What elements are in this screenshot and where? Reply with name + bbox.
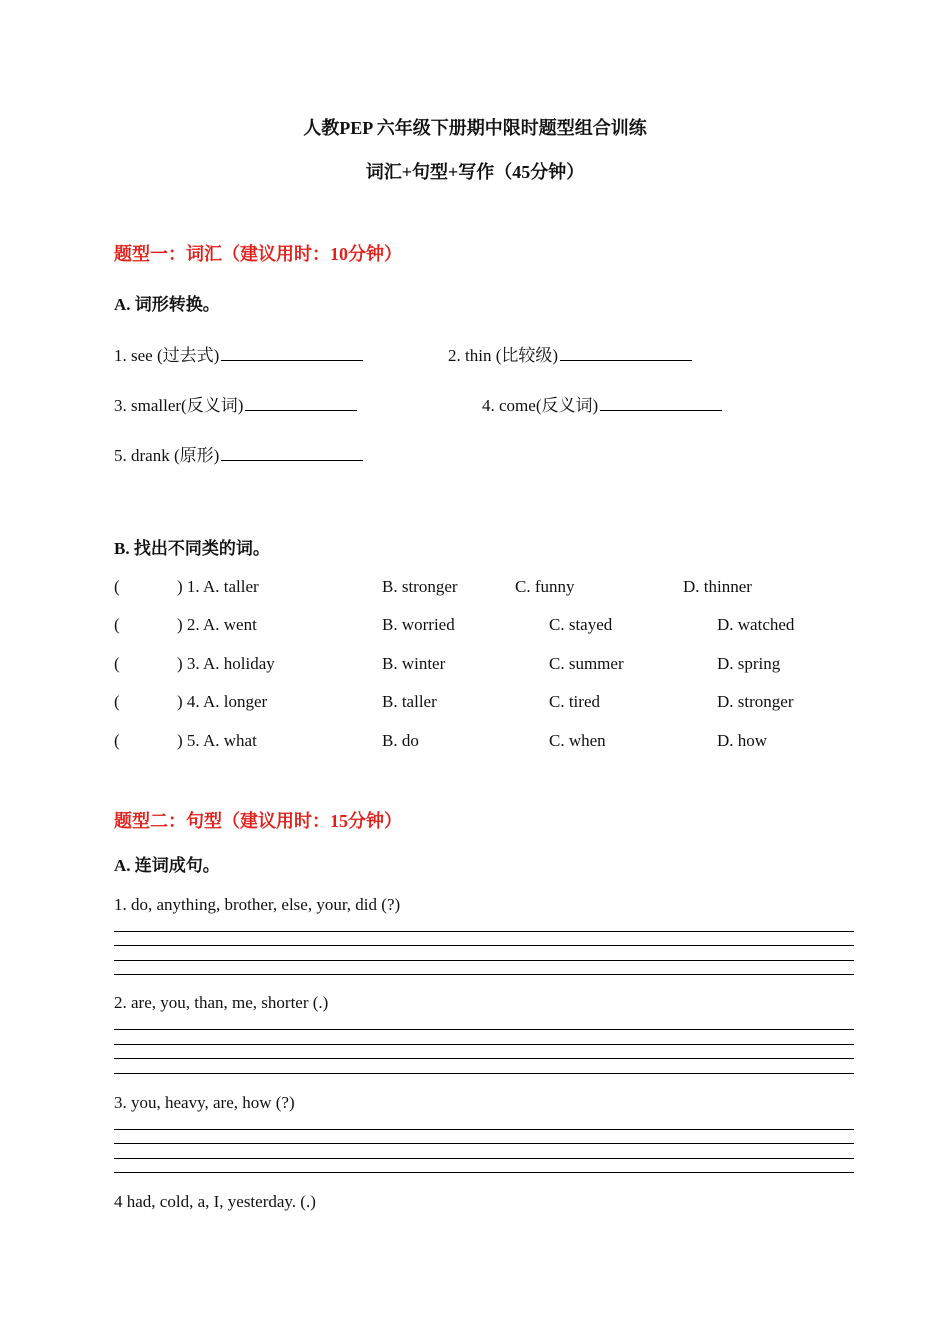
- answer-line: [114, 1058, 854, 1059]
- choice-option-c: C. summer: [549, 654, 624, 673]
- answer-line: [114, 974, 854, 975]
- sentence-item: 3. you, heavy, are, how (?): [114, 1093, 295, 1112]
- item-text: 1. see (过去式): [114, 346, 220, 365]
- choice-paren[interactable]: (: [114, 615, 120, 634]
- choice-option-b: B. stronger: [382, 577, 458, 596]
- choice-option-d: D. watched: [717, 615, 795, 634]
- word-form-item: [482, 391, 722, 416]
- answer-line: [114, 1044, 854, 1045]
- sentence-item: 1. do, anything, brother, else, your, did (?): [114, 895, 401, 914]
- page-subtitle: 词汇+句型+写作（45分钟）: [365, 162, 585, 182]
- answer-line: [114, 1073, 854, 1074]
- item-text: 3. smaller(反义词): [114, 396, 244, 415]
- choice-option-d: D. stronger: [717, 692, 794, 711]
- item-text: 2. thin (比较级): [448, 346, 559, 365]
- word-form-item: [114, 441, 363, 466]
- choice-option-b: B. winter: [382, 654, 446, 673]
- sentence-item: 2. are, you, than, me, shorter (.): [114, 993, 329, 1012]
- item-text: 4. come(反义词): [482, 396, 599, 415]
- part-a-label: A. 词形转换。: [114, 295, 220, 314]
- answer-line: [114, 1172, 854, 1173]
- sentence-item: 4 had, cold, a, I, yesterday. (.): [114, 1192, 316, 1211]
- choice-option-d: D. how: [717, 731, 768, 750]
- choice-paren[interactable]: (: [114, 654, 120, 673]
- choice-option-b: B. worried: [382, 615, 455, 634]
- word-form-item: [114, 391, 357, 416]
- section-heading-sentences: 题型二：句型（建议用时：15分钟）: [114, 811, 402, 831]
- choice-paren[interactable]: (: [114, 692, 120, 711]
- part-a-label: A. 连词成句。: [114, 856, 220, 875]
- choice-option-b: B. do: [382, 731, 419, 750]
- answer-line: [114, 945, 854, 946]
- answer-line: [114, 1158, 854, 1159]
- page-title: 人教PEP 六年级下册期中限时题型组合训练: [303, 118, 647, 138]
- word-form-item: [114, 341, 363, 366]
- answer-line: [114, 960, 854, 961]
- part-b-label: B. 找出不同类的词。: [114, 539, 270, 558]
- choice-option-a: ) 1. A. taller: [177, 577, 259, 596]
- choice-option-c: C. stayed: [549, 615, 613, 634]
- answer-line[interactable]: [114, 1029, 854, 1030]
- choice-option-a: ) 5. A. what: [177, 731, 257, 750]
- choice-option-c: C. tired: [549, 692, 600, 711]
- choice-option-b: B. taller: [382, 692, 437, 711]
- answer-blank[interactable]: [221, 344, 363, 361]
- answer-blank[interactable]: [245, 394, 357, 411]
- choice-option-a: ) 2. A. went: [177, 615, 257, 634]
- item-text: 5. drank (原形): [114, 446, 220, 465]
- answer-line: [114, 1143, 854, 1144]
- word-form-item: [448, 341, 692, 366]
- answer-blank[interactable]: [560, 344, 692, 361]
- answer-blank[interactable]: [600, 394, 722, 411]
- section-heading-vocabulary: 题型一：词汇（建议用时：10分钟）: [114, 244, 402, 264]
- choice-paren[interactable]: (: [114, 577, 120, 596]
- choice-option-d: D. spring: [717, 654, 781, 673]
- choice-paren[interactable]: (: [114, 731, 120, 750]
- answer-blank[interactable]: [221, 444, 363, 461]
- choice-option-a: ) 4. A. longer: [177, 692, 268, 711]
- choice-option-c: C. when: [549, 731, 606, 750]
- choice-option-c: C. funny: [515, 577, 575, 596]
- answer-line[interactable]: [114, 931, 854, 932]
- answer-line[interactable]: [114, 1129, 854, 1130]
- choice-option-d: D. thinner: [683, 577, 752, 596]
- choice-option-a: ) 3. A. holiday: [177, 654, 275, 673]
